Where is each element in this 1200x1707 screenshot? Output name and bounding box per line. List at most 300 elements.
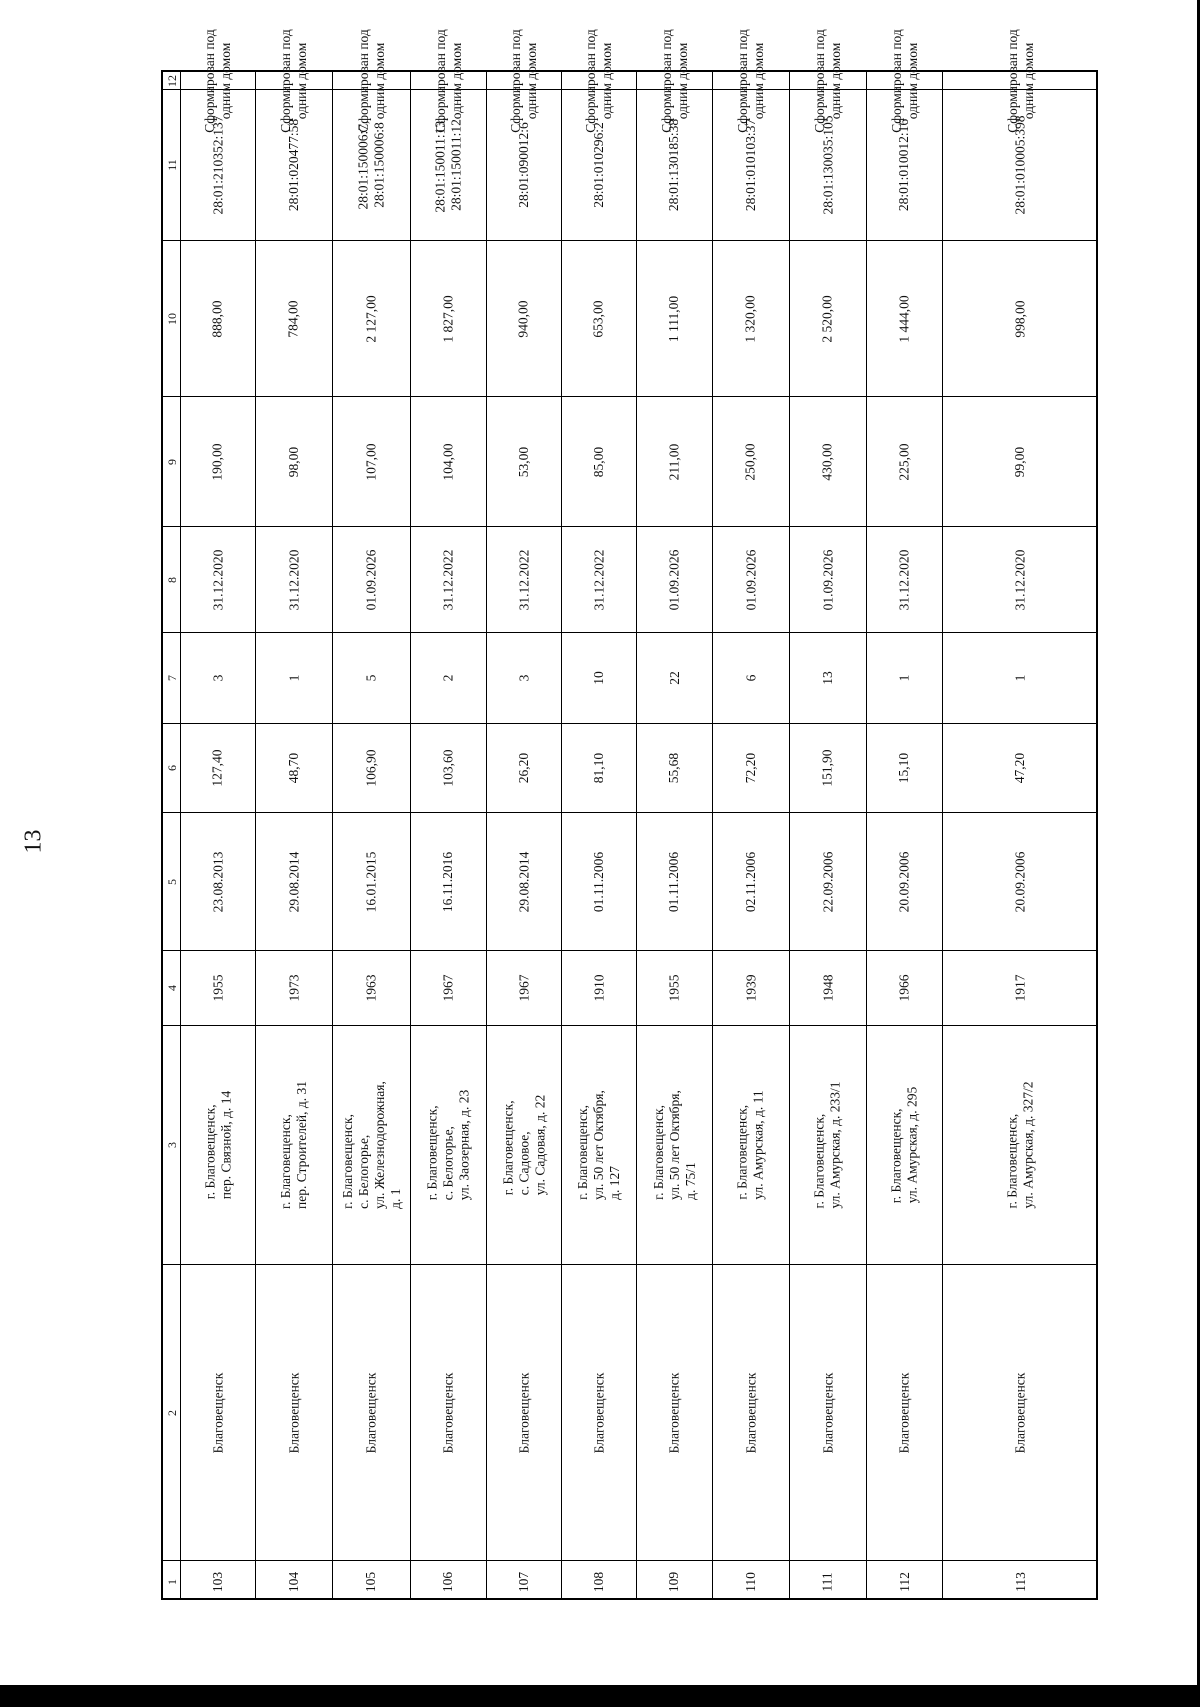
table-cell bbox=[411, 632, 486, 723]
cell-line: Сформирован под bbox=[658, 28, 674, 133]
table-cell bbox=[411, 526, 486, 632]
column-number: 12 bbox=[164, 74, 179, 87]
table-cell bbox=[637, 526, 712, 632]
cell-text: 653,00 bbox=[591, 299, 606, 338]
cell-line: Сформирован под bbox=[812, 28, 827, 133]
cell-text: 430,00 bbox=[820, 442, 835, 481]
table-cell bbox=[867, 723, 942, 812]
cell-text: 31.12.2020 bbox=[1012, 549, 1028, 610]
table-cell bbox=[637, 632, 712, 723]
cell-text bbox=[202, 1091, 234, 1200]
cell-text bbox=[659, 29, 691, 133]
table-cell bbox=[713, 950, 789, 1025]
table-cell bbox=[256, 950, 332, 1025]
table-row bbox=[712, 28, 789, 1598]
column-number: 6 bbox=[164, 765, 179, 771]
header-cell bbox=[163, 1560, 180, 1602]
cell-line: Сформирован под bbox=[355, 28, 371, 133]
table-cell bbox=[637, 1264, 712, 1560]
table-cell bbox=[943, 812, 1098, 950]
cell-text: 01.09.2026 bbox=[363, 549, 379, 610]
cell-text bbox=[202, 29, 234, 133]
cell-text bbox=[433, 29, 465, 133]
cell-line: 28:01:150011:13, bbox=[432, 117, 448, 213]
cell-text: 22 bbox=[666, 671, 682, 685]
cell-line: 28:01:150006:8 bbox=[371, 122, 387, 208]
cell-text: 98,00 bbox=[286, 446, 301, 477]
table-row bbox=[255, 28, 332, 1598]
cell-line: 28:01:010296:2 bbox=[591, 122, 607, 208]
table-header-row bbox=[163, 72, 180, 1598]
scan-edge-bottom bbox=[0, 1685, 1200, 1707]
table-cell bbox=[713, 28, 789, 133]
table-cell bbox=[256, 723, 332, 812]
cell-text: 1 111,00 bbox=[666, 295, 682, 342]
cell-text: 112 bbox=[896, 1571, 912, 1592]
table-cell bbox=[713, 526, 789, 632]
table-cell bbox=[562, 1025, 636, 1264]
column-number: 7 bbox=[164, 675, 179, 681]
cell-text: 20.09.2006 bbox=[896, 851, 912, 912]
cell-text bbox=[583, 29, 615, 133]
table-cell bbox=[713, 632, 789, 723]
cell-text: 113 bbox=[1012, 1571, 1028, 1592]
header-cell bbox=[163, 72, 180, 89]
table-cell bbox=[411, 812, 486, 950]
column-number: 2 bbox=[164, 1409, 179, 1416]
table-row bbox=[410, 28, 486, 1598]
cell-line: 28:01:130035:105 bbox=[820, 115, 836, 215]
cell-text: 1966 bbox=[896, 974, 912, 1002]
table-cell bbox=[333, 1560, 410, 1602]
cell-text bbox=[356, 121, 388, 210]
table-cell bbox=[256, 28, 332, 133]
cell-text: 23.08.2013 bbox=[210, 851, 225, 912]
cell-line: ул. Амурская, д. 295 bbox=[904, 1086, 920, 1204]
cell-line: 28:01:150006:7, bbox=[355, 120, 371, 210]
cell-line: г. Благовещенск, bbox=[888, 1108, 904, 1204]
cell-line: 28:01:010103:37 bbox=[743, 118, 759, 212]
table-cell bbox=[713, 723, 789, 812]
table-cell bbox=[256, 632, 332, 723]
cell-line: одним домом bbox=[524, 42, 539, 119]
cell-text: Благовещенск bbox=[743, 1372, 758, 1453]
table-cell bbox=[181, 28, 255, 133]
cell-line: г. Благовещенск, bbox=[812, 1113, 828, 1209]
table-cell bbox=[333, 1264, 410, 1560]
cell-text: 31.12.2020 bbox=[896, 549, 912, 610]
table-cell bbox=[487, 396, 561, 526]
cell-text bbox=[278, 29, 310, 133]
cell-text: 2 bbox=[440, 674, 456, 682]
cell-text: 106,90 bbox=[363, 749, 379, 787]
table-cell bbox=[867, 632, 942, 723]
table-cell bbox=[790, 632, 866, 723]
cell-text: 31.12.2020 bbox=[286, 549, 301, 610]
cell-text: 107 bbox=[516, 1571, 531, 1592]
table-cell bbox=[411, 950, 486, 1025]
cell-text: 1 320,00 bbox=[743, 294, 758, 343]
cell-text: 888,00 bbox=[210, 299, 225, 338]
cell-text: Благовещенск bbox=[210, 1372, 225, 1453]
table-cell bbox=[943, 632, 1098, 723]
table-cell bbox=[487, 1025, 561, 1264]
cell-line: ул. 50 лет Октября, bbox=[591, 1090, 607, 1200]
cell-text: 16.11.2016 bbox=[440, 851, 456, 912]
table-cell bbox=[256, 1025, 332, 1264]
cell-text: 1973 bbox=[286, 974, 301, 1002]
table-cell bbox=[562, 526, 636, 632]
cell-text bbox=[1005, 29, 1037, 133]
table-cell bbox=[333, 632, 410, 723]
cell-text: 784,00 bbox=[286, 299, 301, 338]
table-cell bbox=[867, 1025, 942, 1264]
table-cell bbox=[637, 396, 712, 526]
cell-line: Сформирован под bbox=[888, 28, 904, 133]
cell-text bbox=[356, 29, 388, 133]
cell-text: 110 bbox=[743, 1571, 758, 1592]
table-cell bbox=[867, 28, 942, 133]
table-cell bbox=[411, 1025, 486, 1264]
column-number: 4 bbox=[164, 985, 179, 991]
cell-text: 105 bbox=[363, 1571, 379, 1592]
cell-line: ул. 50 лет Октября, bbox=[666, 1090, 682, 1200]
table-cell bbox=[487, 240, 561, 396]
cell-text: 22.09.2006 bbox=[820, 851, 835, 912]
table-cell bbox=[411, 396, 486, 526]
cell-text: 29.08.2014 bbox=[286, 851, 301, 912]
cell-text: 85,00 bbox=[591, 446, 606, 477]
table-row bbox=[636, 28, 712, 1598]
cell-line: г. Благовещенск, bbox=[339, 1114, 355, 1209]
cell-text: 55,68 bbox=[666, 752, 682, 784]
table-cell bbox=[637, 240, 712, 396]
cell-line: г. Благовещенск, bbox=[575, 1105, 591, 1200]
column-number: 1 bbox=[164, 1578, 179, 1585]
cell-text: 1967 bbox=[516, 974, 531, 1002]
table-cell bbox=[487, 28, 561, 133]
table-cell bbox=[256, 526, 332, 632]
cell-text: 104 bbox=[286, 1571, 301, 1592]
cell-text bbox=[651, 1090, 699, 1200]
table-cell bbox=[411, 1264, 486, 1560]
table-cell bbox=[411, 1560, 486, 1602]
table-cell bbox=[943, 240, 1098, 396]
table-row bbox=[561, 28, 636, 1598]
table-cell bbox=[867, 396, 942, 526]
cell-line: г. Благовещенск, bbox=[202, 1104, 217, 1200]
cell-line: 28:01:210352:137 bbox=[210, 115, 226, 215]
cell-line: 28:01:130185:38 bbox=[666, 118, 682, 212]
cell-text bbox=[500, 1095, 548, 1196]
table-cell bbox=[790, 812, 866, 950]
cell-text: 15,10 bbox=[896, 752, 912, 784]
cell-text: 1 827,00 bbox=[440, 294, 456, 343]
table-cell bbox=[943, 1560, 1098, 1602]
cell-text: 01.11.2006 bbox=[666, 851, 682, 912]
header-cell bbox=[163, 1264, 180, 1560]
table-row bbox=[942, 28, 1098, 1598]
header-cell bbox=[163, 812, 180, 950]
cell-text: 1963 bbox=[363, 974, 379, 1002]
table-cell bbox=[487, 723, 561, 812]
cell-text: 1917 bbox=[1012, 974, 1028, 1002]
table-cell bbox=[562, 632, 636, 723]
table-cell bbox=[790, 240, 866, 396]
table-cell bbox=[790, 396, 866, 526]
cell-text bbox=[889, 1087, 921, 1204]
cell-text: 998,00 bbox=[1012, 299, 1028, 338]
cell-line: с. Белогорье, bbox=[355, 1134, 371, 1209]
cell-text: 2 520,00 bbox=[820, 294, 835, 343]
cell-line: одним домом bbox=[674, 42, 690, 119]
table-cell bbox=[487, 1560, 561, 1602]
cell-text: 103 bbox=[210, 1571, 225, 1592]
table-cell bbox=[943, 28, 1098, 133]
header-cell bbox=[163, 632, 180, 723]
cell-line: ул. Амурская, д. 327/2 bbox=[1020, 1081, 1036, 1209]
cell-line: 28:01:150011:12 bbox=[448, 119, 464, 211]
cell-line: одним домом bbox=[904, 42, 920, 119]
cell-line: пер. Связной, д. 14 bbox=[218, 1090, 233, 1200]
table-cell bbox=[637, 812, 712, 950]
cell-text: 104,00 bbox=[440, 442, 456, 481]
cell-line: одним домом bbox=[1020, 42, 1036, 119]
table-cell bbox=[181, 396, 255, 526]
table-row bbox=[789, 28, 866, 1598]
cell-text: 1 bbox=[286, 674, 301, 682]
cell-text: 10 bbox=[591, 671, 606, 685]
table-cell bbox=[181, 950, 255, 1025]
cell-line: Сформирован под bbox=[278, 28, 293, 133]
cell-line: одним домом bbox=[599, 42, 614, 119]
cell-text: Благовещенск bbox=[286, 1372, 301, 1453]
cell-text: 16.01.2015 bbox=[363, 851, 379, 912]
table-cell bbox=[487, 950, 561, 1025]
cell-line: ул. Железнодорожная, bbox=[371, 1081, 387, 1209]
cell-line: 28:01:010005:398 bbox=[1012, 115, 1028, 215]
cell-line: 28:01:010012:16 bbox=[896, 118, 912, 212]
cell-line: 28:01:020477:58 bbox=[286, 118, 302, 212]
cell-text bbox=[812, 1081, 844, 1208]
cell-text: 211,00 bbox=[666, 443, 682, 480]
cell-text: Благовещенск bbox=[440, 1372, 456, 1453]
table-cell bbox=[333, 526, 410, 632]
cell-text: 1910 bbox=[591, 974, 606, 1002]
table-cell bbox=[333, 28, 410, 133]
cell-text bbox=[340, 1081, 404, 1209]
cell-text: 01.09.2026 bbox=[743, 549, 758, 610]
table-cell bbox=[562, 240, 636, 396]
cell-line: г. Благовещенск, bbox=[735, 1104, 751, 1200]
table-row bbox=[486, 28, 561, 1598]
table-cell bbox=[713, 1264, 789, 1560]
table-cell bbox=[790, 28, 866, 133]
cell-text: 47,20 bbox=[1012, 752, 1028, 784]
cell-text bbox=[278, 1081, 310, 1209]
cell-text: 31.12.2020 bbox=[210, 549, 225, 610]
table-cell bbox=[867, 812, 942, 950]
cell-text: 6 bbox=[743, 674, 758, 682]
table-cell bbox=[637, 950, 712, 1025]
cell-text bbox=[508, 29, 540, 133]
cell-text bbox=[812, 29, 844, 133]
table-cell bbox=[256, 1560, 332, 1602]
cell-text: 250,00 bbox=[743, 442, 758, 481]
cell-text: 1 bbox=[896, 674, 912, 682]
cell-text: 1 bbox=[1012, 674, 1028, 682]
cell-line: одним домом bbox=[448, 42, 464, 119]
cell-text bbox=[735, 29, 767, 133]
table-cell bbox=[562, 1264, 636, 1560]
table-cell bbox=[256, 812, 332, 950]
table-cell bbox=[333, 950, 410, 1025]
table-cell bbox=[790, 1264, 866, 1560]
cell-text: 13 bbox=[820, 671, 835, 685]
cell-text: 81,10 bbox=[591, 752, 606, 784]
cell-text: 225,00 bbox=[896, 442, 912, 481]
table-cell bbox=[487, 632, 561, 723]
cell-line: г. Благовещенск, bbox=[278, 1114, 294, 1210]
cell-line: г. Благовещенск, bbox=[650, 1105, 666, 1200]
table-cell bbox=[181, 240, 255, 396]
table-row bbox=[180, 28, 255, 1598]
table-cell bbox=[181, 812, 255, 950]
table-cell bbox=[713, 1560, 789, 1602]
table-cell bbox=[943, 950, 1098, 1025]
cell-text: 106 bbox=[440, 1571, 456, 1592]
cell-line: г. Благовещенск, bbox=[1004, 1113, 1020, 1209]
cell-text: 3 bbox=[516, 674, 531, 682]
table-cell bbox=[713, 1025, 789, 1264]
table-cell bbox=[256, 396, 332, 526]
table-cell bbox=[411, 723, 486, 812]
table-cell bbox=[562, 812, 636, 950]
cell-text: Благовещенск bbox=[591, 1372, 606, 1453]
table-cell bbox=[181, 1264, 255, 1560]
table-cell bbox=[637, 723, 712, 812]
cell-text: Благовещенск bbox=[1012, 1372, 1028, 1453]
cell-text: 72,20 bbox=[743, 752, 758, 784]
table-cell bbox=[790, 1560, 866, 1602]
cell-line: г. Благовещенск, bbox=[500, 1100, 515, 1196]
cell-line: ул. Амурская, д. 11 bbox=[751, 1090, 767, 1200]
header-cell bbox=[163, 89, 180, 240]
cell-line: г. Благовещенск, bbox=[424, 1105, 440, 1201]
table-cell bbox=[487, 526, 561, 632]
header-cell bbox=[163, 240, 180, 396]
table-cell bbox=[867, 526, 942, 632]
cell-text: 3 bbox=[210, 674, 225, 682]
cell-text bbox=[591, 122, 607, 208]
cell-text: 108 bbox=[591, 1571, 606, 1592]
table-cell bbox=[411, 240, 486, 396]
header-cell bbox=[163, 1025, 180, 1264]
cell-text: 5 bbox=[363, 674, 379, 682]
cell-text: Благовещенск bbox=[666, 1372, 682, 1453]
table-cell bbox=[562, 28, 636, 133]
cell-line: ул. Заозерная, д. 23 bbox=[456, 1089, 472, 1201]
cell-line: с. Садовое, bbox=[516, 1131, 531, 1196]
cell-line: д. 75/1 bbox=[682, 1162, 698, 1200]
table-cell bbox=[333, 396, 410, 526]
cell-line: Сформирован под bbox=[735, 28, 750, 133]
table-cell bbox=[333, 812, 410, 950]
table-cell bbox=[713, 812, 789, 950]
cell-text: 53,00 bbox=[516, 446, 531, 477]
cell-line: одним домом bbox=[294, 42, 309, 119]
table-cell bbox=[256, 240, 332, 396]
cell-text bbox=[516, 122, 532, 208]
cell-text: 111 bbox=[820, 1571, 835, 1592]
cell-text: 1955 bbox=[666, 974, 682, 1002]
table-cell bbox=[867, 1264, 942, 1560]
table-cell bbox=[411, 28, 486, 133]
cell-text: 31.12.2022 bbox=[591, 549, 606, 610]
cell-text: 1955 bbox=[210, 974, 225, 1002]
table-cell bbox=[181, 1560, 255, 1602]
table-cell bbox=[867, 950, 942, 1025]
table-cell bbox=[562, 1560, 636, 1602]
table-cell bbox=[943, 1264, 1098, 1560]
header-cell bbox=[163, 950, 180, 1025]
cell-text: 01.09.2026 bbox=[820, 549, 835, 610]
header-cell bbox=[163, 396, 180, 526]
cell-line: ул. Амурская, д. 233/1 bbox=[828, 1081, 844, 1209]
cell-line: Сформирован под bbox=[432, 28, 448, 133]
column-number: 10 bbox=[164, 312, 179, 325]
cell-line: с. Белогорье, bbox=[440, 1126, 456, 1201]
page-number: 13 bbox=[20, 829, 47, 854]
cell-text: 109 bbox=[666, 1571, 682, 1592]
table-cell bbox=[867, 1560, 942, 1602]
data-table bbox=[161, 28, 1098, 1600]
table-cell bbox=[713, 396, 789, 526]
cell-line: одним домом bbox=[218, 42, 233, 119]
cell-text: Благовещенск bbox=[363, 1372, 379, 1453]
cell-text: Благовещенск bbox=[820, 1372, 835, 1453]
cell-text: 940,00 bbox=[516, 299, 531, 338]
cell-line: Сформирован под bbox=[1004, 28, 1020, 133]
table-cell bbox=[790, 526, 866, 632]
cell-line: ул. Садовая, д. 22 bbox=[532, 1094, 547, 1196]
cell-text: Благовещенск bbox=[516, 1372, 531, 1453]
table-cell bbox=[562, 396, 636, 526]
table-cell bbox=[790, 1025, 866, 1264]
cell-line: Сформирован под bbox=[202, 28, 217, 133]
cell-text: 31.12.2022 bbox=[440, 549, 456, 610]
cell-line: одним домом bbox=[371, 42, 387, 119]
table-cell bbox=[181, 1025, 255, 1264]
column-number: 9 bbox=[164, 458, 179, 465]
table-row bbox=[866, 28, 942, 1598]
table-cell bbox=[181, 723, 255, 812]
table-cell bbox=[181, 526, 255, 632]
cell-text bbox=[735, 1090, 767, 1199]
column-number: 3 bbox=[164, 1142, 179, 1148]
table-cell bbox=[637, 28, 712, 133]
table-cell bbox=[943, 723, 1098, 812]
table-cell bbox=[256, 1264, 332, 1560]
table-cell bbox=[487, 812, 561, 950]
header-cell bbox=[163, 526, 180, 632]
cell-text: 127,40 bbox=[210, 749, 225, 787]
cell-text: 01.09.2026 bbox=[666, 549, 682, 610]
table-cell bbox=[637, 1560, 712, 1602]
cell-text: 103,60 bbox=[440, 749, 456, 787]
cell-text: 29.08.2014 bbox=[516, 851, 531, 912]
table-row bbox=[332, 28, 410, 1598]
